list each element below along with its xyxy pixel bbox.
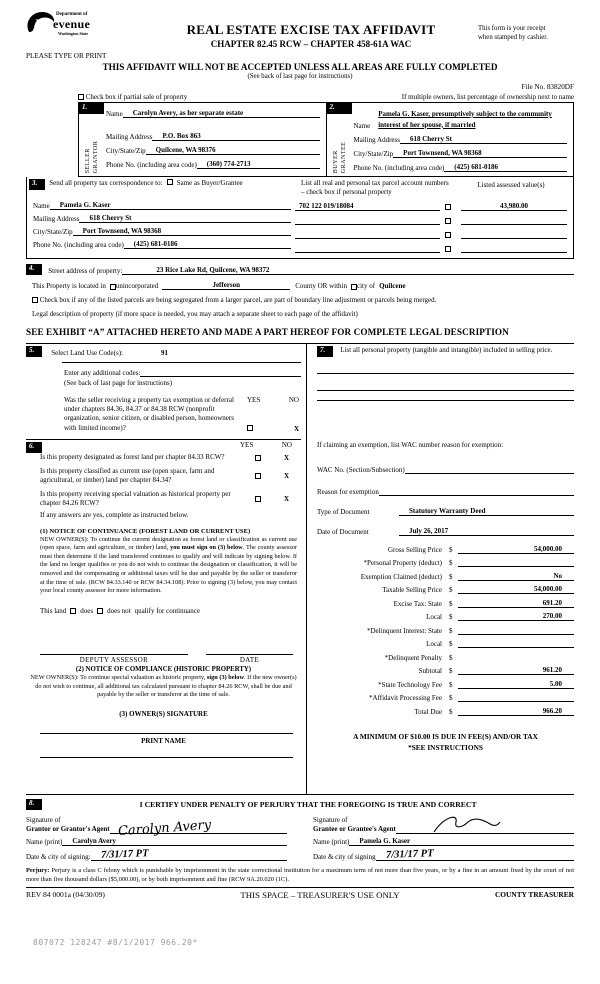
document-type-label: Type of Document xyxy=(317,507,370,516)
notice-2-title: (2) NOTICE OF COMPLIANCE (HISTORIC PROPERTY) xyxy=(75,665,252,673)
qualify-prefix: This land xyxy=(40,606,67,615)
tax-row-excise-state xyxy=(317,599,574,608)
forest-no-answer: X xyxy=(283,454,290,463)
personal-property-line-2[interactable] xyxy=(317,374,574,391)
dollar-sign: $ xyxy=(449,694,453,703)
exemption-reason-field[interactable] xyxy=(379,487,574,496)
exemption-reason-label: Reason for exemption xyxy=(317,487,379,496)
same-as-buyer-checkbox[interactable] xyxy=(167,179,173,185)
tax-exemption-question xyxy=(64,396,301,434)
seller-section xyxy=(79,103,327,176)
seller-side-label: SELLER xyxy=(84,147,91,173)
treasurer-space-label: THIS SPACE – TREASURER'S USE ONLY xyxy=(240,889,400,900)
exhibit-a-heading: SEE EXHIBIT “A” ATTACHED HERETO AND MADE A PART HEREOF FOR COMPLETE LEGAL DESCRIPTION xyxy=(26,326,509,337)
notice-2-body xyxy=(30,674,297,700)
print-name-label: PRINT NAME xyxy=(141,736,186,745)
section-1-badge: 1. xyxy=(79,103,104,114)
seller-phone-field[interactable]: (360) 774-2713 xyxy=(197,160,320,169)
section-7-badge: 7. xyxy=(317,346,333,357)
notice-1-body xyxy=(40,536,297,596)
print-name-line[interactable] xyxy=(40,745,293,758)
buyer-name-label: Name xyxy=(353,122,371,130)
perjury-body: Perjury is a class C felony which is punishable by imprisonment in the state correctional institution for a maximum term of not more than five years, or by a fine in an amount fixed by the court of not more than five thousand dollars ($5,000.00), or by both imprisonment and fine (RCW 9A.20.020 (1C). xyxy=(26,866,574,883)
tax-row-label: *Delinquent Interest: State xyxy=(366,626,442,635)
deputy-assessor-signature-line[interactable] xyxy=(40,649,188,655)
receipt-note xyxy=(478,8,574,42)
form-subtitle: CHAPTER 82.45 RCW – CHAPTER 458-61A WAC xyxy=(210,39,412,49)
form-revision-number: REV 84 0001a (04/30/09) xyxy=(26,890,105,900)
parcel-row xyxy=(295,202,451,211)
additional-codes-field[interactable] xyxy=(140,368,301,377)
notice-1-body-bold: you must sign on (3) below xyxy=(170,544,243,552)
owners-signature-heading: (3) OWNER(S) SIGNATURE xyxy=(119,709,208,718)
minimum-due-line1: A MINIMUM OF $10.00 IS DUE IN FEE(S) AND/OR TAX xyxy=(353,731,538,741)
notice-2-body-bold: sign (3) below xyxy=(206,673,245,681)
personal-property-label: List all personal property (tangible and intangible) included in selling price. xyxy=(340,345,553,354)
dollar-sign: $ xyxy=(449,586,453,595)
same-as-buyer-label: Same as Buyer/Grantee xyxy=(176,179,243,187)
parcel-number-field[interactable] xyxy=(295,216,440,225)
tax-row-value[interactable]: 5.00 xyxy=(458,680,574,689)
grantor-signature-of-label: Signature of xyxy=(26,815,61,824)
grantee-signature-field[interactable] xyxy=(396,817,574,834)
tax-row-value[interactable] xyxy=(458,558,574,567)
qualify-suffix: qualify for continuance xyxy=(134,606,200,615)
grantee-signature xyxy=(432,815,502,835)
grantor-signature: Carolyn Avery xyxy=(117,817,212,839)
does-not-label: does not xyxy=(107,606,131,615)
see-back-note-2: (See back of last page for instructions) xyxy=(64,378,173,387)
grantor-agent-label: Grantor or Grantor's Agent xyxy=(26,824,110,833)
tax-row-value[interactable] xyxy=(458,626,574,635)
no-header: NO xyxy=(288,395,299,404)
yes-header: YES xyxy=(247,395,261,404)
city-of-label: city of xyxy=(357,281,376,290)
perjury-notice xyxy=(26,867,574,888)
parcel-row xyxy=(295,216,451,225)
tax-row-label: Local xyxy=(426,613,442,622)
tax-exemption-question-text: Was the seller receiving a property tax exemption or deferral under chapters 84.36, 84.37 or 84.38 RCW (nonprofit organization, senior citizen, or disabled person, homeowners with limited income)? xyxy=(64,395,234,432)
forest-yes-checkbox[interactable] xyxy=(255,455,261,461)
answers-yes-note: If any answers are yes, complete as instructed below. xyxy=(40,510,189,519)
grantor-date-handwritten: 7/31/17 PT xyxy=(100,847,149,861)
segregated-note: Check box if any of the listed parcels are being segregated from a larger parcel, are part of boundary line adjustment or parcels being merged. xyxy=(39,295,437,304)
corr-city-field[interactable]: Port Townsend, WA 98368 xyxy=(73,227,291,236)
see-back-note: (See back of last page for instructions) xyxy=(247,73,353,80)
assessed-value-field[interactable] xyxy=(461,216,567,225)
tax-row-value[interactable]: 966.20 xyxy=(458,707,574,716)
seller-mailing-field[interactable]: P.O. Box 863 xyxy=(152,132,319,141)
section-6-badge: 6. xyxy=(26,442,42,453)
corr-phone-field[interactable]: (425) 681-0186 xyxy=(124,240,291,249)
partial-sale-row xyxy=(26,93,574,101)
corr-mailing-label: Mailing Address xyxy=(33,215,80,224)
tax-row-processing-fee xyxy=(317,693,574,702)
forest-land-question xyxy=(26,453,301,462)
tax-row-taxable-price xyxy=(317,585,574,594)
buyer-city-field[interactable]: Port Townsend, WA 98368 xyxy=(393,149,567,158)
correspondence-label: Send all property tax correspondence to: xyxy=(49,179,163,187)
owners-signature-line[interactable] xyxy=(40,718,293,734)
perjury-label: Perjury: xyxy=(26,866,50,874)
minimum-due-note xyxy=(317,732,574,754)
parcel-number-field[interactable]: 702 122 019/18084 xyxy=(295,202,440,211)
svg-text:R: R xyxy=(34,17,45,33)
grantee-name-print-label: Name (print) xyxy=(313,837,350,846)
parcel-row xyxy=(295,244,451,253)
exemption-no-answer: X xyxy=(293,425,299,434)
parcel-row xyxy=(295,230,451,239)
tax-row-label: Subtotal xyxy=(418,667,442,676)
certify-statement: I CERTIFY UNDER PENALTY OF PERJURY THAT THE FOREGOING IS TRUE AND CORRECT xyxy=(139,799,477,809)
partial-sale-group xyxy=(78,93,187,101)
grantee-signature-block xyxy=(313,816,574,861)
partial-sale-label: Check box if partial sale of property xyxy=(85,93,188,101)
dollar-sign: $ xyxy=(449,667,453,676)
tax-row-technology-fee xyxy=(317,680,574,689)
tax-row-label: Taxable Selling Price xyxy=(382,586,442,595)
property-location-row xyxy=(26,281,574,290)
tax-row-label: *Delinquent Penalty xyxy=(384,653,442,662)
current-use-question xyxy=(26,467,301,486)
additional-codes-label: Enter any additional codes: xyxy=(64,368,141,377)
dollar-sign: $ xyxy=(449,559,453,568)
street-address-field[interactable]: 23 Rice Lake Rd, Quilcene, WA 98372 xyxy=(122,266,574,275)
grantee-agent-label: Grantee or Grantee's Agent xyxy=(313,824,396,833)
grantor-signature-block xyxy=(26,816,287,861)
assessed-value-field[interactable] xyxy=(461,244,567,253)
dollar-sign: $ xyxy=(449,640,453,649)
tax-correspondence-section xyxy=(26,177,574,259)
tax-row-label: *Personal Property (deduct) xyxy=(363,559,442,568)
street-address-label: Street address of property: xyxy=(48,266,123,275)
county-treasurer-label: COUNTY TREASURER xyxy=(494,890,574,900)
wac-number-field[interactable] xyxy=(405,465,574,474)
historic-yes-checkbox[interactable] xyxy=(255,496,261,502)
land-use-code-field[interactable]: 91 xyxy=(160,348,168,357)
please-type-label: PLEASE TYPE OR PRINT xyxy=(26,52,107,60)
current-use-no-answer: X xyxy=(283,472,290,481)
county-field[interactable]: Jefferson xyxy=(162,281,290,290)
certification-section xyxy=(26,799,574,861)
form-title: REAL ESTATE EXCISE TAX AFFIDAVIT xyxy=(186,22,436,37)
tax-row-label: Exemption Claimed (deduct) xyxy=(360,572,442,581)
parcel-numbers-header: List all real and personal tax parcel account numbers – check box if personal property xyxy=(301,179,449,197)
tax-row-label: Local xyxy=(426,640,442,649)
tax-row-value[interactable]: 270.00 xyxy=(458,612,574,621)
section-6 xyxy=(26,439,301,518)
tax-computation-table xyxy=(317,545,574,716)
historic-property-question-text: Is this property receiving special valuation as historical property per chapter 84.26 RCW? xyxy=(40,489,231,508)
dollar-sign: $ xyxy=(449,599,453,608)
receipt-note-line1: This form is your receipt xyxy=(478,25,546,32)
document-date-field[interactable]: July 26, 2017 xyxy=(399,527,574,536)
city-field[interactable]: Quilcene xyxy=(379,281,406,290)
does-label: does xyxy=(80,606,94,615)
grantee-side-label: GRANTEE xyxy=(339,141,347,173)
dor-logo xyxy=(26,8,136,44)
dollar-sign: $ xyxy=(449,572,453,581)
tax-row-value[interactable]: 54,000.00 xyxy=(458,545,574,554)
buyer-mailing-field[interactable]: 618 Cherry St xyxy=(400,135,567,144)
tax-row-value[interactable] xyxy=(458,653,574,662)
tax-row-gross xyxy=(317,545,574,554)
middle-columns xyxy=(26,343,574,795)
parcel-number-field[interactable] xyxy=(295,244,440,253)
tax-row-value[interactable]: 961.20 xyxy=(458,666,574,675)
tax-row-delinquent-interest-local xyxy=(317,639,574,648)
seller-mailing-label: Mailing Address xyxy=(106,133,153,141)
parties-box xyxy=(78,102,574,177)
historic-no-answer: X xyxy=(283,495,290,504)
dollar-sign: $ xyxy=(449,653,453,662)
tax-row-value[interactable] xyxy=(458,693,574,702)
dor-logo-swoosh xyxy=(26,10,56,38)
notice-2-body-part1: NEW OWNER(S): To continue special valuation as historic property, xyxy=(30,673,207,681)
tax-row-delinquent-penalty xyxy=(317,653,574,662)
buyer-mailing-label: Mailing Address xyxy=(353,136,400,144)
buyer-phone-label: Phone No. (including area code) xyxy=(353,164,445,172)
grantee-date-handwritten: 7/31/17 PT xyxy=(385,847,434,861)
exemption-claim-note: If claiming an exemption, list WAC number reason for exemption: xyxy=(317,440,504,449)
buyer-name-field[interactable]: Pamela G. Kaser, presumptively subject to the community interest of her spouse, if married xyxy=(378,110,552,129)
completion-warning: THIS AFFIDAVIT WILL NOT BE ACCEPTED UNLESS ALL AREAS ARE FULLY COMPLETED xyxy=(102,62,498,72)
dollar-sign: $ xyxy=(449,545,453,554)
corr-city-label: City/State/Zip xyxy=(33,228,73,237)
tax-row-value[interactable]: 54,000.00 xyxy=(458,585,574,594)
assessed-value-field[interactable] xyxy=(461,230,567,239)
qualify-for-continuance-row xyxy=(26,607,301,615)
current-use-question-text: Is this property classified as current use (open space, farm and agricultural, or timber) land per chapter 84.34? xyxy=(40,466,215,485)
buyer-phone-field[interactable]: (425) 681-0186 xyxy=(444,163,567,172)
cashier-stamp-line: 807072 128247 #8/1/2017 966.20* xyxy=(33,938,198,947)
land-use-underline xyxy=(62,357,301,363)
buyer-section xyxy=(327,103,574,176)
location-prefix: This Property is located in xyxy=(32,281,106,290)
grantor-signature-field[interactable] xyxy=(110,817,287,839)
partial-sale-checkbox[interactable] xyxy=(78,94,84,100)
form-footer xyxy=(26,890,574,900)
forest-land-question-text: Is this property designated as forest land per chapter 84.33 RCW? xyxy=(40,453,225,462)
does-not-checkbox[interactable] xyxy=(97,608,103,614)
corr-mailing-field[interactable]: 618 Cherry St xyxy=(79,214,291,223)
yes-header-6: YES xyxy=(240,441,254,450)
minimum-due-line2: *SEE INSTRUCTIONS xyxy=(408,742,483,752)
grantor-date-label: Date & city of signing: xyxy=(26,852,91,861)
tax-row-label: Total Due xyxy=(414,707,442,716)
dollar-sign: $ xyxy=(449,613,453,622)
logo-state-text: Washington State xyxy=(58,31,89,36)
wac-number-label: WAC No. (Section/Subsection) xyxy=(317,465,405,474)
dollar-sign: $ xyxy=(449,626,453,635)
form-header xyxy=(26,8,574,60)
corr-name-label: Name xyxy=(33,202,50,211)
grantor-side-label: GRANTOR xyxy=(92,140,99,173)
assessed-values-header: Listed assessed value(s) xyxy=(477,181,545,189)
tax-row-value[interactable]: No xyxy=(458,572,574,581)
seller-city-label: City/State/Zip xyxy=(106,147,146,155)
segregated-checkbox[interactable] xyxy=(32,297,38,303)
notice-1-body-part2: . The county assessor must then determine if the land transferred continues to qualify and will indicate by signing below. If the land no longer qualifies or you do not wish to continue the designation or classification, it will be removed and the compensating or additional taxes will be due and payable by the seller or transferor at the time of sale. (RCW 84.33.140 or RCW 84.34.108). Prior to signing (3) below, you may contact your local county assessor for more information. xyxy=(40,544,297,595)
section-2-badge: 2. xyxy=(327,103,352,114)
historic-property-question xyxy=(26,490,301,509)
dollar-sign: $ xyxy=(449,707,453,716)
notice-1-title: (1) NOTICE OF CONTINUANCE (FOREST LAND OR CURRENT USE) xyxy=(40,527,251,535)
tax-row-label: Excise Tax: State xyxy=(393,599,442,608)
notice-of-compliance xyxy=(26,666,301,700)
assessed-value-field[interactable]: 43,980.00 xyxy=(461,202,567,211)
county-or-within-label: County OR within xyxy=(295,281,347,290)
legal-description-note: Legal description of property (if more space is needed, you may attach a separate sheet to each page of the affidavit) xyxy=(32,309,358,318)
no-header-6: NO xyxy=(281,441,292,450)
current-use-yes-checkbox[interactable] xyxy=(255,473,261,479)
assessor-date-label: DATE xyxy=(239,656,260,664)
tax-row-label: *State Technology Fee xyxy=(378,680,442,689)
does-checkbox[interactable] xyxy=(70,608,76,614)
exemption-yes-checkbox[interactable] xyxy=(247,425,253,431)
deputy-assessor-row xyxy=(26,649,301,664)
tax-row-value[interactable]: 691.20 xyxy=(458,599,574,608)
section-4-badge: 4. xyxy=(26,264,42,275)
tax-row-value[interactable] xyxy=(458,639,574,648)
seller-name-field[interactable]: Carolyn Avery, as her separate estate xyxy=(123,109,320,118)
tax-row-exemption-claimed xyxy=(317,572,574,581)
street-address-section xyxy=(26,264,574,275)
personal-property-line-1[interactable] xyxy=(317,357,574,374)
segregated-parcels-row xyxy=(26,296,574,304)
tax-row-label: *Affidavit Processing Fee xyxy=(369,694,442,703)
logo-revenue-text: evenue xyxy=(53,17,91,31)
deputy-assessor-label: DEPUTY ASSESSOR xyxy=(79,656,149,664)
seller-name-label: Name xyxy=(106,110,123,118)
file-number: File No. 83820DF xyxy=(521,83,574,91)
section-8-badge: 8. xyxy=(26,799,42,810)
assessor-date-line[interactable] xyxy=(206,649,293,655)
notice-2-body-part2: . If the new owner(s) do not wish to continue, all additional tax calculated pursuant to chapter 84.26 RCW, shall be due and payable by the seller or transferor at the time of sale. xyxy=(35,673,297,699)
document-type-field[interactable]: Statutory Warranty Deed xyxy=(399,507,574,516)
tax-row-personal-property xyxy=(317,558,574,567)
tax-row-excise-local xyxy=(317,612,574,621)
grantee-date-field[interactable] xyxy=(376,849,574,861)
grantee-name-print-field[interactable]: Pamela G. Kaser xyxy=(349,837,574,846)
buyer-city-label: City/State/Zip xyxy=(353,150,394,158)
logo-dept-text: Department of xyxy=(56,12,88,17)
unincorporated-label: unincorporated xyxy=(115,281,159,290)
corr-name-field[interactable]: Pamela G. Kaser xyxy=(50,201,291,210)
corr-phone-label: Phone No. (including area code) xyxy=(33,241,124,250)
tax-row-label: Gross Selling Price xyxy=(387,545,442,554)
grantor-name-print-field[interactable]: Carolyn Avery xyxy=(62,837,287,846)
receipt-note-line2: when stamped by cashier. xyxy=(478,34,548,42)
seller-phone-label: Phone No. (including area code) xyxy=(106,161,197,169)
land-use-label: Select Land Use Code(s): xyxy=(51,348,123,357)
parcel-number-field[interactable] xyxy=(295,230,440,239)
land-use-column xyxy=(26,344,307,794)
dollar-sign: $ xyxy=(449,680,453,689)
notice-1-body-part1: NEW OWNER(S): To continue the current designation as forest land or classification as current use (open space, farm and agriculture, or timber) land, xyxy=(40,535,297,552)
tax-row-total-due xyxy=(317,707,574,716)
seller-city-field[interactable]: Quilcene, WA 98376 xyxy=(146,146,320,155)
tax-row-subtotal xyxy=(317,666,574,675)
section-3-badge: 3. xyxy=(29,179,45,190)
personal-property-line-3[interactable] xyxy=(317,391,574,401)
grantor-name-print-label: Name (print) xyxy=(26,837,63,846)
buyer-side-label: BUYER xyxy=(331,150,339,173)
grantor-date-field[interactable] xyxy=(91,849,287,861)
section-5-badge: 5. xyxy=(26,346,42,357)
multiple-owners-note: If multiple owners, list percentage of ownership next to name xyxy=(401,93,574,101)
tax-computation-column xyxy=(307,344,574,794)
tax-row-delinquent-interest-state xyxy=(317,626,574,635)
document-date-label: Date of Document xyxy=(317,527,369,536)
grantee-signature-of-label: Signature of xyxy=(313,815,348,824)
notice-of-continuance xyxy=(26,528,301,596)
grantee-date-label: Date & city of signing xyxy=(313,852,376,861)
